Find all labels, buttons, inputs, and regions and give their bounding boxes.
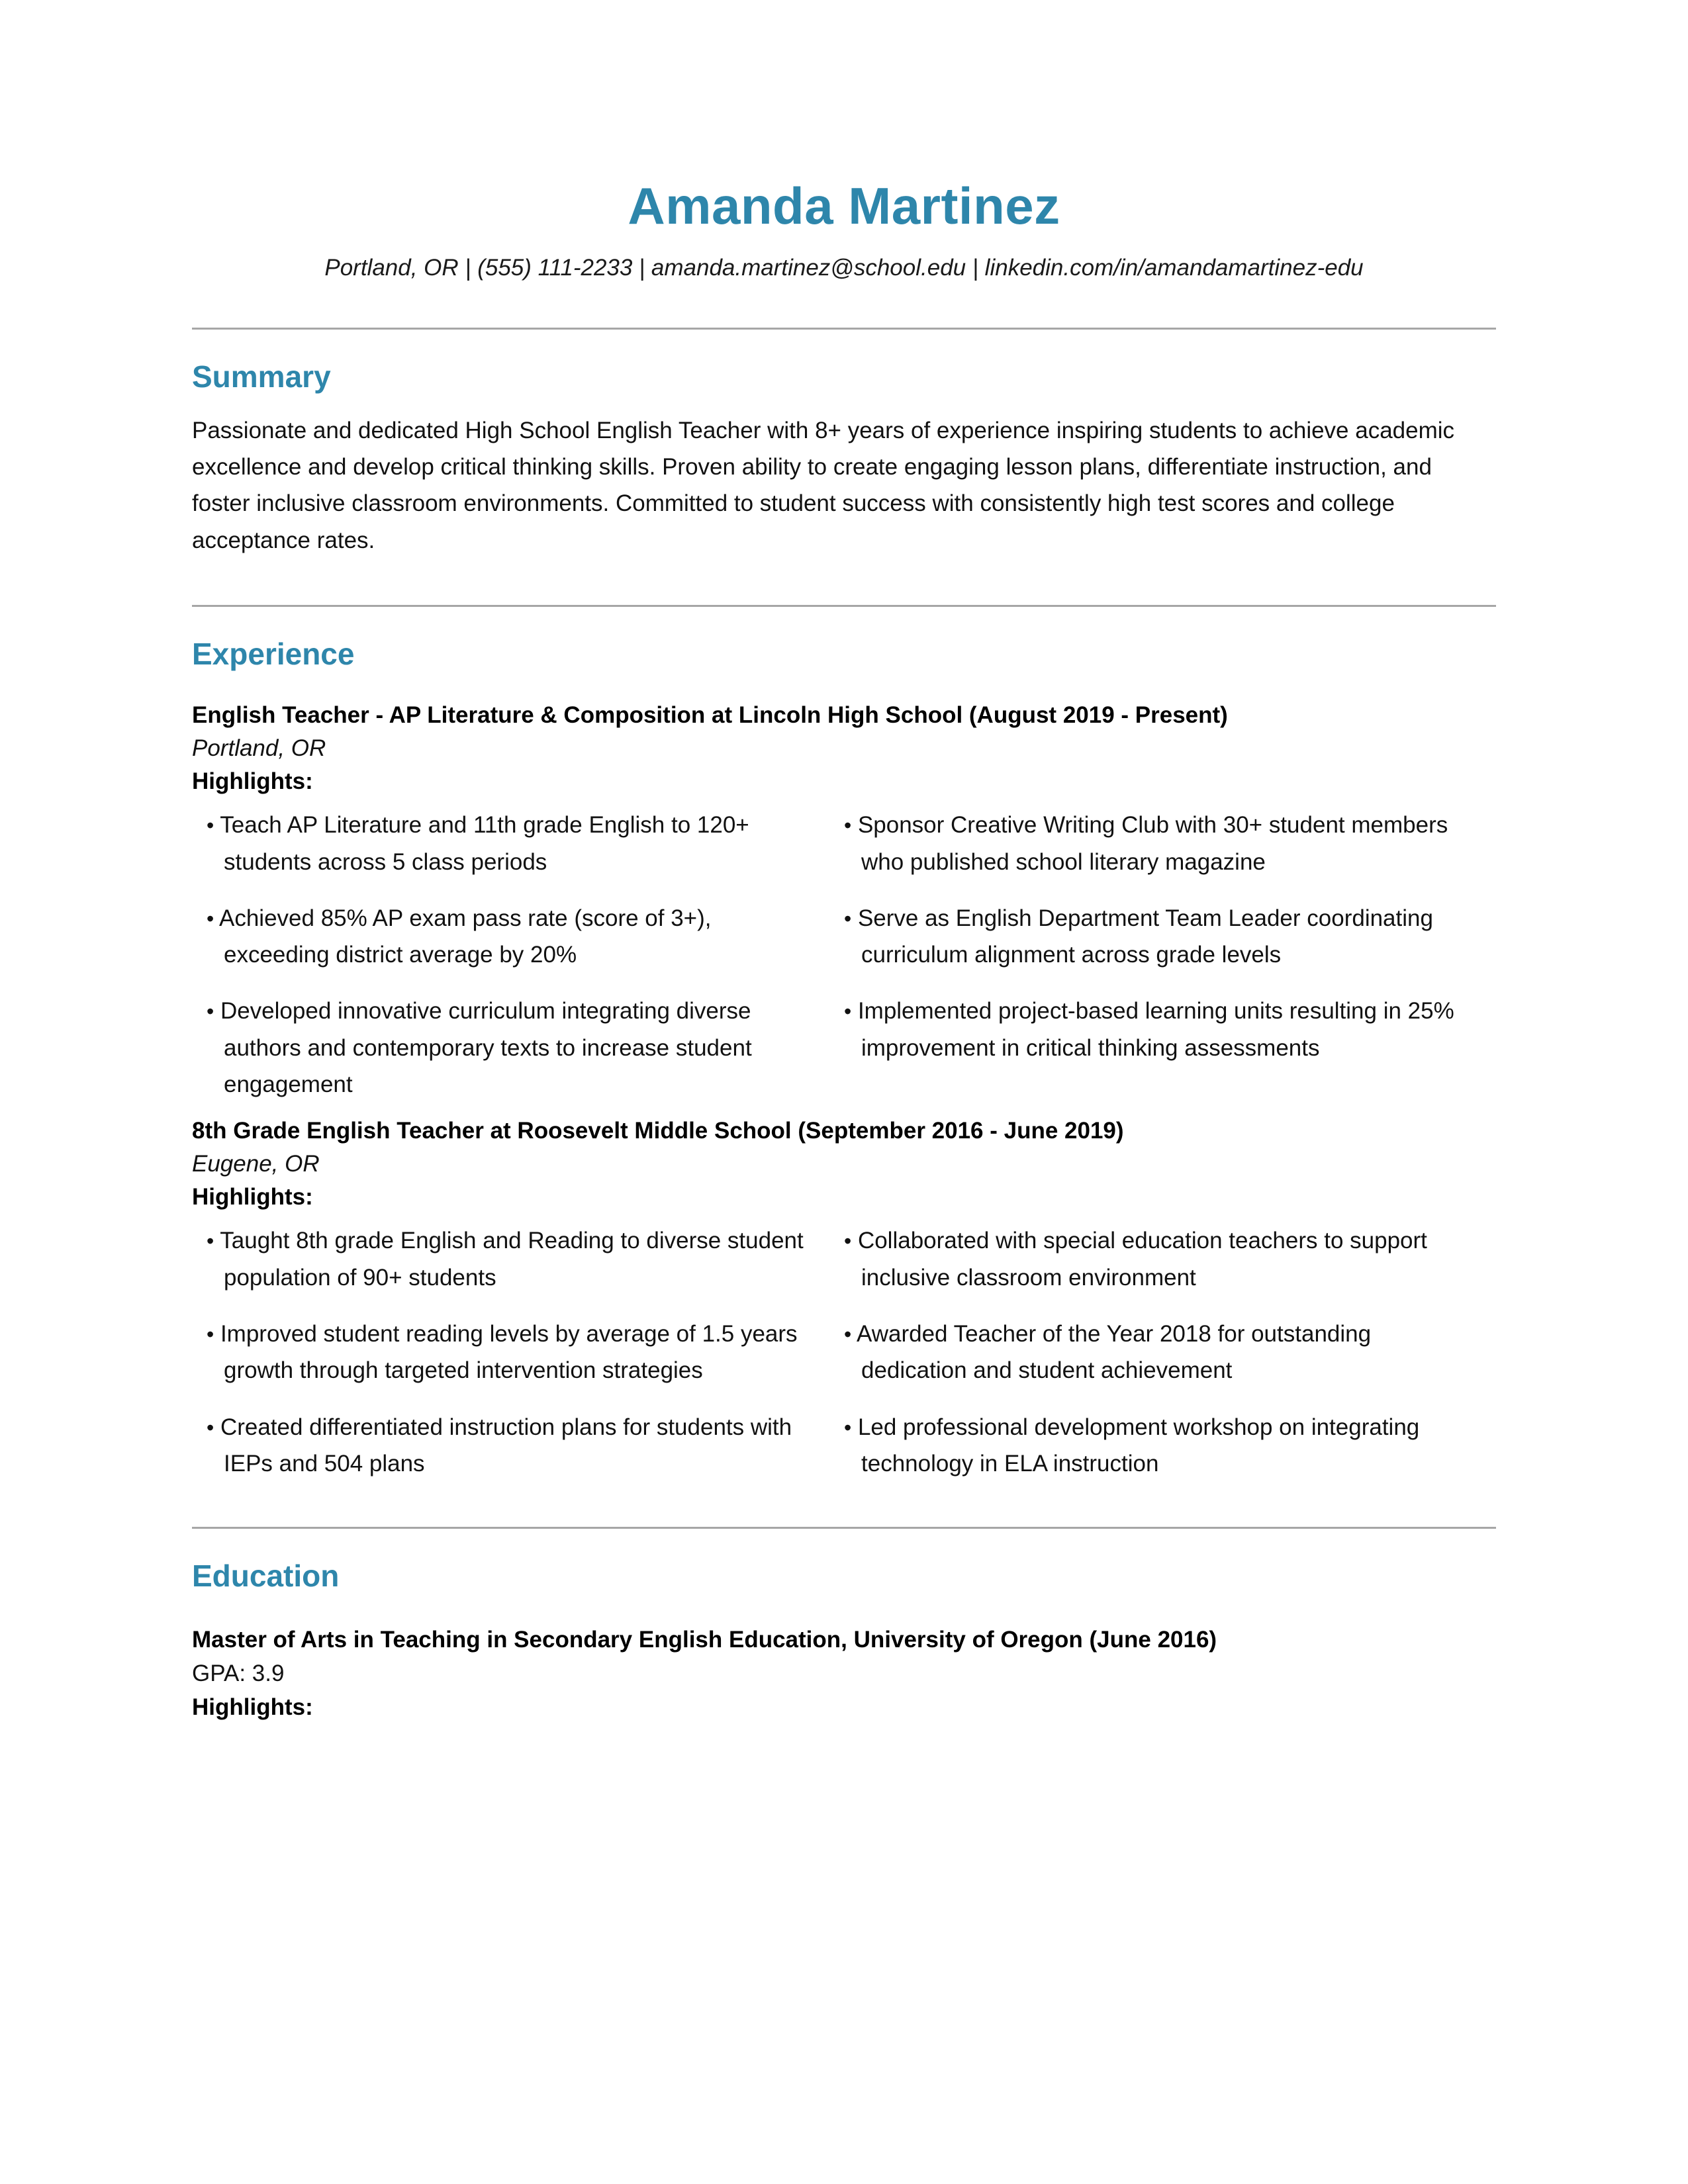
list-item [207,993,818,1103]
summary-text: Passionate and dedicated High School English Teacher with 8+ years of experience inspiring students to achieve academic excellence and develop critical thinking skills. Proven ability to create engaging lesson plans, differentiate instruction, and foster inclusive classroom environments. Committed to student success with consistently high test scores and college acceptance rates. [192,417,1455,553]
bullet-icon: • [844,999,852,1024]
bullet-icon: • [844,906,852,931]
bullet-icon: • [207,1322,214,1346]
bullet-icon: • [844,813,852,838]
list-item-text: Implemented project-based learning units resulting in 25% improvement in critical thinking assessments [857,998,1454,1061]
list-item [207,900,818,974]
experience-entry-title: English Teacher - AP Literature & Composition at Lincoln High School (August 2019 - Present) [192,702,1228,729]
bullet-icon: • [844,1322,852,1346]
bullet-icon: • [207,1229,214,1253]
list-item [207,1222,818,1296]
list-item-text: Achieved 85% AP exam pass rate (score of 3+), exceeding district average by 20% [219,905,712,968]
education-gpa: GPA: 3.9 [192,1661,285,1687]
list-item [207,1316,818,1389]
list-item [207,1409,818,1482]
list-item [844,1409,1470,1482]
experience-entry-title: 8th Grade English Teacher at Roosevelt Middle School (September 2016 - June 2019) [192,1118,1124,1144]
section-title-experience: Experience [192,636,355,671]
experience-entry [192,1103,1496,1482]
contact-line: Portland, OR | (555) 111-2233 | amanda.martinez@school.edu | linkedin.com/in/amandamartinez-edu [324,255,1364,281]
list-item-text: Collaborated with special education teachers to support inclusive classroom environment [857,1228,1427,1291]
section-title-education: Education [192,1559,340,1594]
experience-entry-location: Portland, OR [192,735,326,761]
candidate-name: Amanda Martinez [628,177,1060,235]
bullet-icon: • [844,1229,852,1253]
list-item-text: Sponsor Creative Writing Club with 30+ student members who published school literary magazine [857,812,1448,875]
list-item [844,900,1470,974]
list-item-text: Improved student reading levels by average of 1.5 years growth through targeted intervention strategies [220,1320,798,1384]
bullet-icon: • [207,1415,214,1439]
experience-highlights-label: Highlights: [192,1183,313,1210]
experience-highlights-grid [192,797,1496,1103]
highlights-column-right [844,1222,1496,1482]
bullet-icon: • [207,906,214,931]
experience-entry-location: Eugene, OR [192,1151,320,1177]
education-degree: Master of Arts in Teaching in Secondary English Education, University of Oregon (June 2016) [192,1627,1217,1653]
resume-content [192,0,1496,1725]
list-item-text: Created differentiated instruction plans for students with IEPs and 504 plans [220,1414,792,1477]
highlights-column-right [844,807,1496,1103]
list-item-text: Serve as English Department Team Leader coordinating curriculum alignment across grade levels [857,905,1433,968]
highlights-column-left [192,1222,844,1482]
list-item [844,1316,1470,1389]
list-item-text: Teach AP Literature and 11th grade English to 120+ students across 5 class periods [220,812,749,875]
list-item [844,1222,1470,1296]
section-title-summary: Summary [192,359,331,394]
bullet-icon: • [844,1415,852,1439]
list-item-text: Led professional development workshop on integrating technology in ELA instruction [857,1414,1420,1477]
bullet-icon: • [207,813,214,838]
list-item [844,807,1470,880]
list-item-text: Awarded Teacher of the Year 2018 for outstanding dedication and student achievement [857,1320,1372,1384]
experience-entry [192,672,1496,1103]
education-entry [192,1594,1496,1724]
education-highlights-label: Highlights: [192,1694,313,1720]
experience-highlights-label: Highlights: [192,768,313,794]
bullet-icon: • [207,999,214,1024]
list-item-text: Developed innovative curriculum integrating diverse authors and contemporary texts to increase student engagement [220,998,752,1098]
highlights-column-left [192,807,844,1103]
list-item [207,807,818,880]
list-item [844,993,1470,1066]
list-item-text: Taught 8th grade English and Reading to diverse student population of 90+ students [220,1228,804,1291]
experience-highlights-grid [192,1213,1496,1482]
